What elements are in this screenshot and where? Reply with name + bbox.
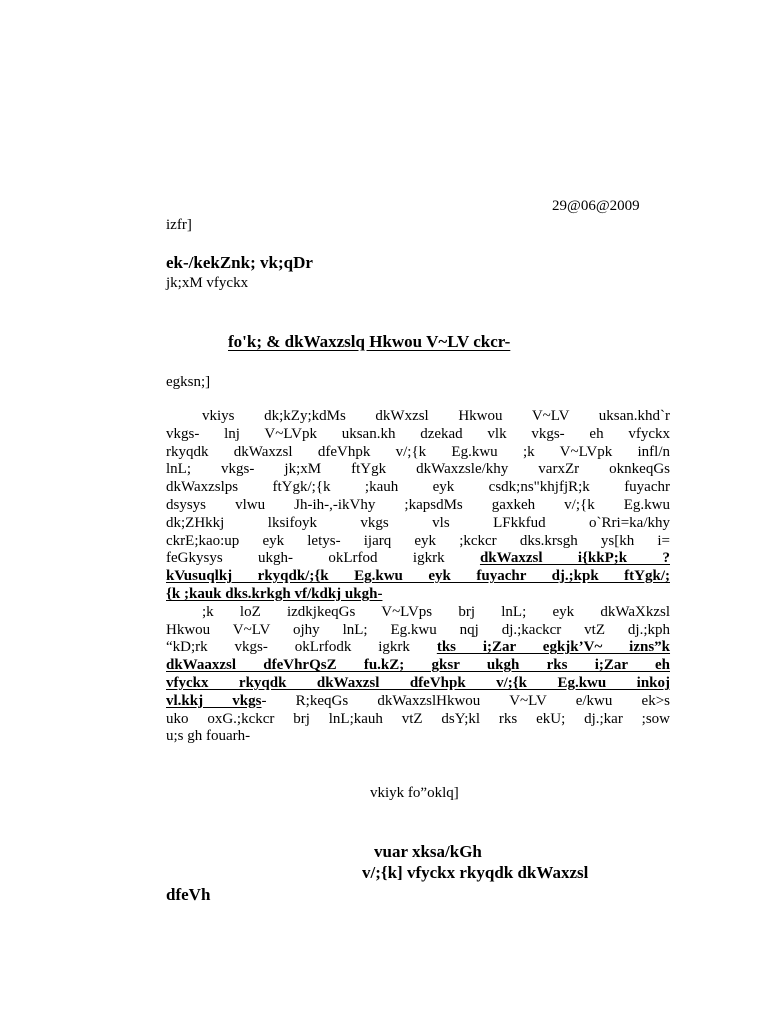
to-label: izfr] <box>166 217 192 233</box>
emphasis-text: vl.kkj vkgs <box>166 692 262 709</box>
signature-role-continued: dfeVh <box>166 885 211 904</box>
body-line: Hkwou V~LV ojhy lnL; Eg.kwu nqj dj.;kackcr vtZ dj.;kph <box>166 621 670 638</box>
body-text-run: “kD;rk vkgs- okLrfodk igkrk <box>166 639 410 656</box>
body-line-mixed <box>166 550 670 568</box>
body-line: rkyqdk dkWaxzsl dfeVhpk v/;{k Eg.kwu ;k V~LVpk infl/n <box>166 443 670 460</box>
emphasis-text: dkWaxzsl i{kkP;k ? <box>479 550 670 567</box>
body-line-mixed <box>166 639 670 657</box>
body-line: vkiys dk;kZy;kdMs dkWxzsl Hkwou V~LV uksan.khd`r <box>202 408 670 424</box>
recipient-place: jk;xM vfyckx <box>166 275 249 291</box>
emphasis-line: kVusuqlkj rkyqdk/;{k Eg.kwu eyk fuyachr dj.;kpk ftYgk/; <box>166 568 670 585</box>
emphasis-line: {k ;kauk dks.krkgh vf/kdkj ukgh- <box>166 585 383 602</box>
body-line: ckrE;kao:up eyk letys- ijarq eyk ;kckcr dks.krsgh ys[kh i= <box>166 532 670 549</box>
body-line: dk;ZHkkj lksifoyk vkgs vls LFkkfud o`Rri=ka/khy <box>166 514 670 531</box>
body-line: u;s gh fouarh- <box>166 728 251 745</box>
signature-role: v/;{k] vfyckx rkyqdk dkWaxzsl <box>362 863 589 882</box>
body-text-run: feGkysys ukgh- okLrfod igkrk <box>166 550 445 567</box>
paragraph-1 <box>166 408 670 604</box>
letter-date: 29@06@2009 <box>552 198 640 214</box>
salutation: egksn;] <box>166 374 211 390</box>
subject-line: fo'k; & dkWaxzslq Hkwou V~LV ckcr- <box>228 332 511 351</box>
letter-body <box>166 408 670 746</box>
emphasis-line: vfyckx rkyqdk dkWaxzsl dfeVhpk v/;{k Eg.kwu inkoj <box>166 674 670 691</box>
body-line: dkWaxzslps ftYgk/;{k ;kauh eyk csdk;ns"khjfjR;k fuyachr <box>166 479 670 496</box>
body-line: vkgs- lnj V~LVpk uksan.kh dzekad vlk vkgs- eh vfyckx <box>166 425 670 442</box>
body-line: dsysys vlwu Jh-ih-,-ikVhy ;kapsdMs gaxkeh v/;{k Eg.kwu <box>166 496 670 513</box>
body-line: uko oxG.;kckcr brj lnL;kauh vtZ dsY;kl rks ekU; dj.;kar ;sow <box>166 710 670 727</box>
body-line: lnL; vkgs- jk;xM ftYgk dkWaxzsle/khy varxZr oknkeqGs <box>166 461 670 478</box>
body-line-mixed <box>166 693 670 711</box>
body-line: ;k loZ izdkjkeqGs V~LVps brj lnL; eyk dkWaXkzsl <box>202 603 670 620</box>
signature-name: vuar xksa/kGh <box>374 842 482 861</box>
emphasis-line: dkWaaxzsl dfeVhrQsZ fu.kZ; gksr ukgh rks i;Zar eh <box>166 657 670 674</box>
emphasis-text: tks i;Zar egkjk’V~ izns”k <box>436 639 671 656</box>
recipient-name: ek-/kekZnk; vk;qDr <box>166 253 313 272</box>
paragraph-2 <box>166 604 670 746</box>
closing-line: vkiyk fo”oklq] <box>370 785 459 801</box>
body-text-run: - R;keqGs dkWaxzslHkwou V~LV e/kwu ek>s <box>261 692 670 709</box>
